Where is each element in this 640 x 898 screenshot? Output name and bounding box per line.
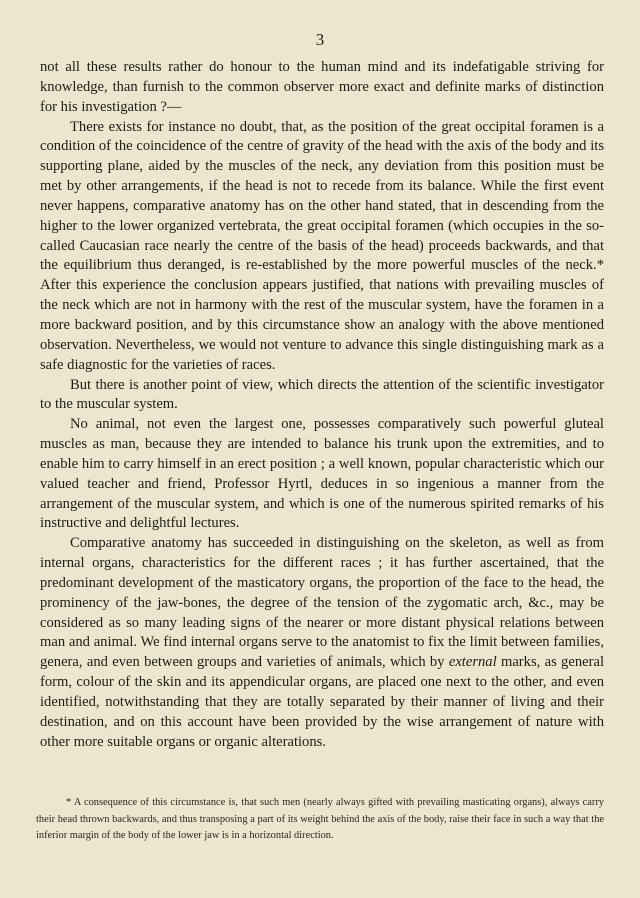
paragraph-comparative-anatomy	[40, 534, 604, 752]
footnote	[36, 795, 604, 845]
paragraph-muscular-system: But there is another point of view, which directs the attention of the scientific investigator to the muscular system.	[40, 376, 604, 413]
paragraph-comparative-anatomy-lead: Comparative anatomy has succeeded in distinguishing on the skeleton, as well as from internal organs, characteristics for the different races ; it has further ascertained, that the predominant development of the masticatory organs, the proportion of the face to the head, the prominency of the jaw-bones, the degree of the tension of the zygomatic arch, &c., may be considered as so many leading signs of the nearer or more distant physical relations between man and animal. We find internal organs serve to the anatomist to fix the limit between families, genera, and even between groups and varieties of animals, which by	[40, 535, 604, 671]
page-number: 3	[315, 30, 325, 49]
paragraph-comparative-anatomy-tail: marks, as general form, colour of the skin and its appendicular organs, are placed one next to the other, and even identified, notwithstanding that they are totally separated by their manner of living and their destination, and on this account have been provided by the wise arrangement of nature with other more suitable organs or organic alterations.	[40, 654, 604, 750]
paragraph-gluteal-muscles: No animal, not even the largest one, possesses comparatively such powerful gluteal muscles as man, because they are intended to balance his trunk upon the extremities, and to enable him to carry himself in an erect position ; a well known, popular characteristic which our valued teacher and friend, Professor Hyrtl, deduces in so ingenious a manner from the arrangement of the muscular system, and which is one of the numerous spirited remarks of his instructive and delightful lectures.	[40, 416, 604, 532]
emphasis-external: external	[448, 654, 497, 671]
paragraph-continuation: not all these results rather do honour to the human mind and its indefatigable striving for knowledge, than furnish to the common observer more exact and definite marks of distinction for his investigation ?—	[40, 59, 604, 115]
paragraph-occipital-foramen: There exists for instance no doubt, that, as the position of the great occipital foramen is a condition of the coincidence of the centre of gravity of the head with the axis of the body and its supporting plane, aided by the muscles of the neck, any deviation from this position must be met by other arrangements, if the head is not to recede from its balance. While the first event never happens, comparative anatomy has on the other hand stated, that in descending from the higher to the lower organized vertebrata, the great occipital foramen (which occupies in the so-called Caucasian race nearly the centre of the basis of the head) proceeds backwards, and that the equilibrium thus deranged, is re-established by the more powerful muscles of the neck.* After this experience the conclusion appears justified, that nations with prevailing muscles of the neck which are not in harmony with the rest of the muscular system, have the foramen in a more backward position, and by this circumstance show an analogy with the above mentioned observation. Nevertheless, we would not venture to advance this single distinguishing mark as a safe diagnostic for the varieties of races.	[40, 118, 604, 373]
body-text	[40, 58, 604, 753]
footnote-text: * A consequence of this circumstance is, that such men (nearly always gifted with prevailing masticating organs), always carry their head thrown backwards, and thus transposing a part of its weight behind the axis of the body, raise their face in such a way that the inferior margin of the body of the lower jaw is in a horizontal direction.	[36, 797, 604, 841]
